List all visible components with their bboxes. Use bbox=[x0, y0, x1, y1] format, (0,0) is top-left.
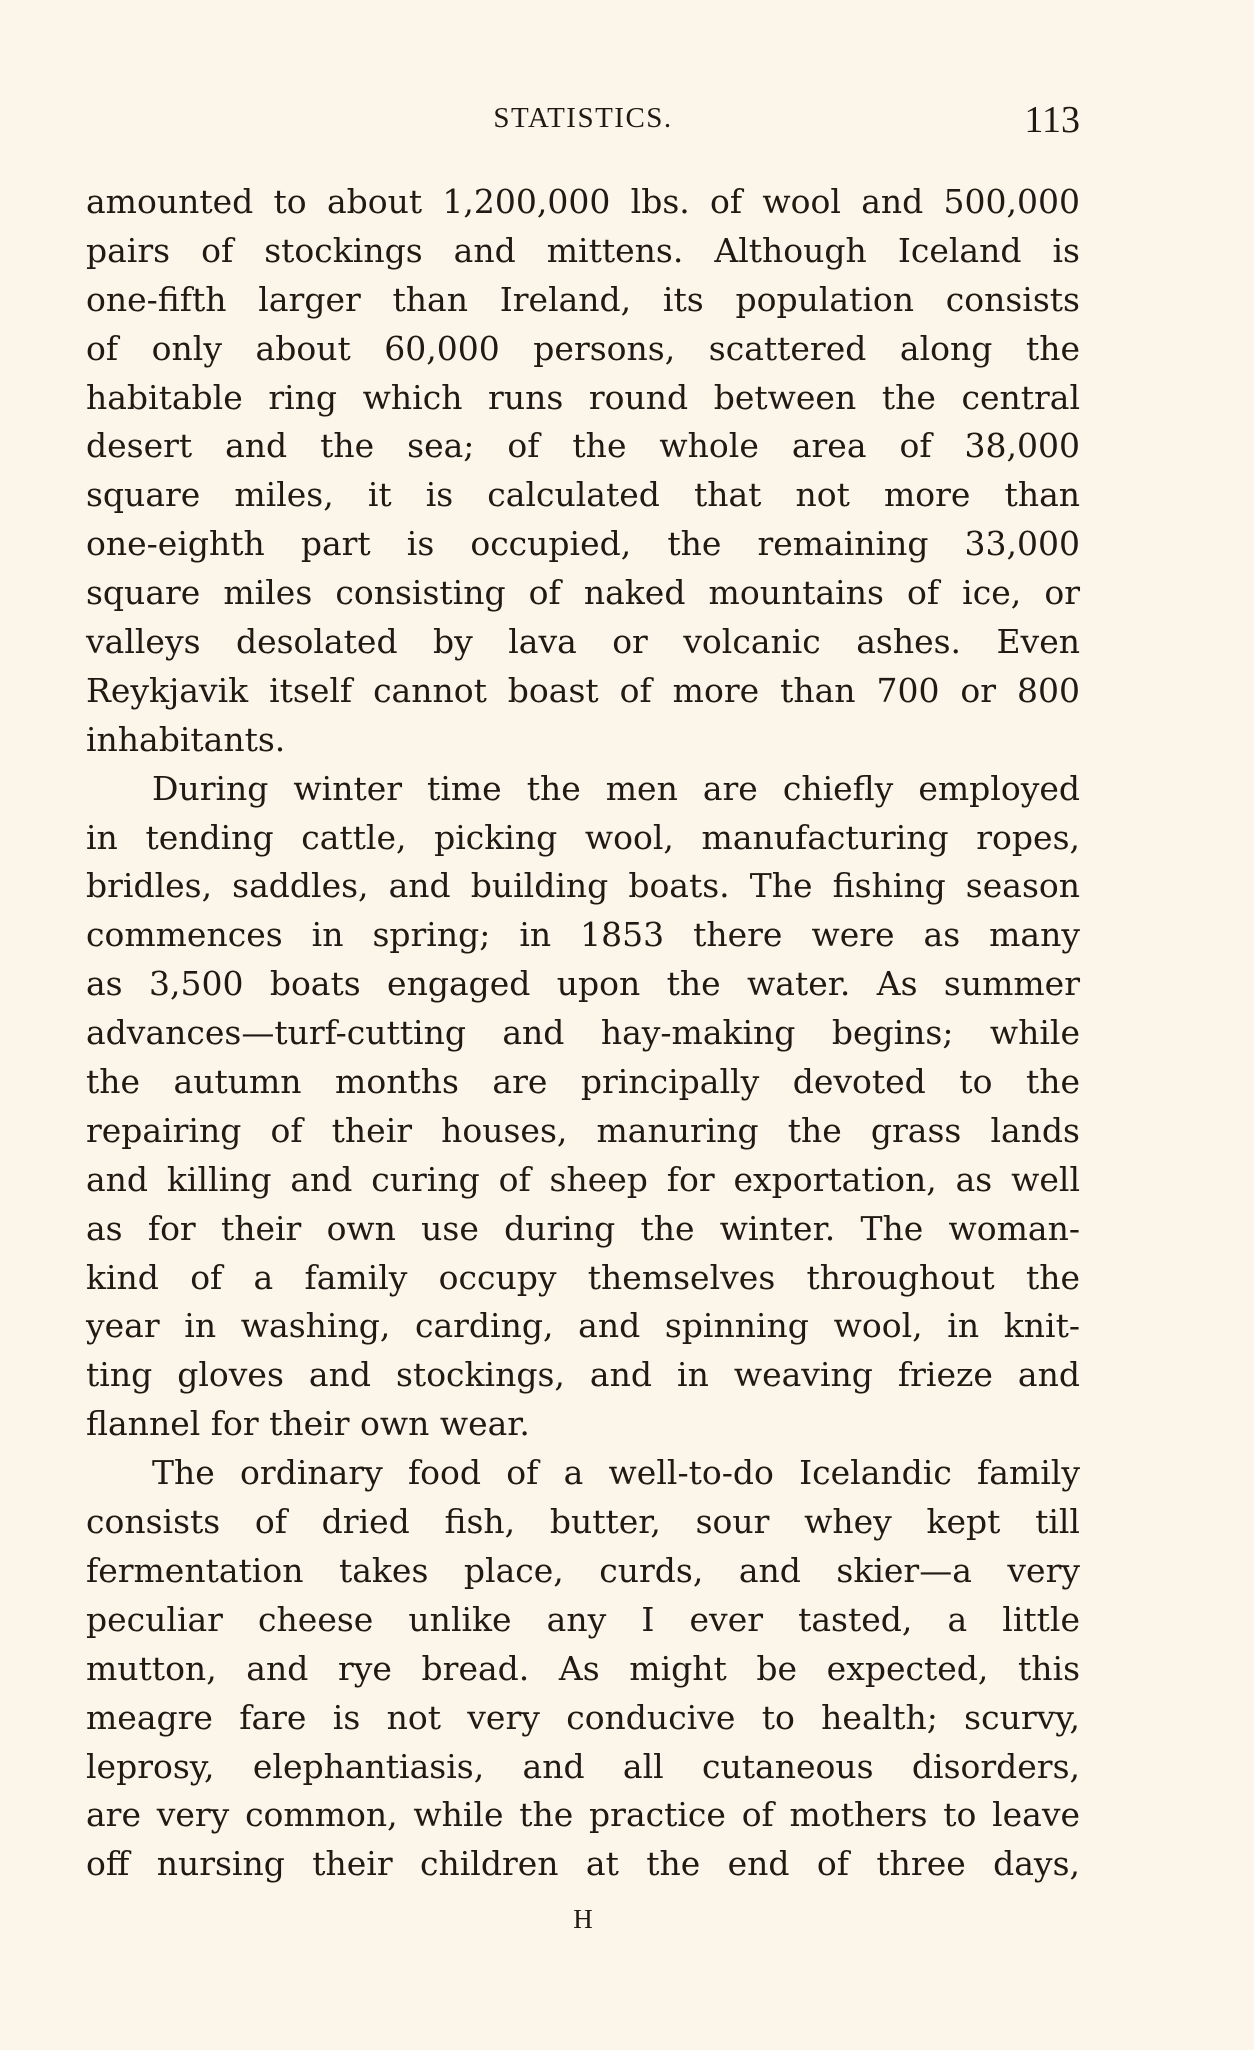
text-line: The ordinary food of a well-to-do Icelandic family bbox=[152, 1453, 1080, 1493]
text-line: as 3,500 boats engaged upon the water. As summer bbox=[86, 964, 1080, 1004]
text-line: desert and the sea; of the whole area of 38,000 bbox=[86, 426, 1080, 466]
text-line: leprosy, elephantiasis, and all cutaneous disorders, bbox=[86, 1746, 1080, 1786]
running-title: STATISTICS. bbox=[493, 102, 673, 134]
text-line: bridles, saddles, and building boats. The fishing season bbox=[86, 866, 1080, 906]
text-line: one-fifth larger than Ireland, its population consists bbox=[86, 279, 1080, 319]
body-text bbox=[86, 178, 1080, 1889]
text-line: fermentation takes place, curds, and skier—a very bbox=[86, 1550, 1080, 1590]
text-line: one-eighth part is occupied, the remaining 33,000 bbox=[86, 524, 1080, 564]
text-line: meagre fare is not very conducive to health; scurvy, bbox=[86, 1697, 1080, 1737]
text-line: inhabitants. bbox=[86, 719, 286, 759]
text-line: year in washing, carding, and spinning wool, in knit- bbox=[86, 1306, 1080, 1346]
text-line: square miles, it is calculated that not more than bbox=[86, 475, 1080, 515]
text-line: Reykjavik itself cannot boast of more than 700 or 800 bbox=[86, 670, 1080, 710]
text-line: as for their own use during the winter. The woman- bbox=[86, 1208, 1080, 1248]
text-line: kind of a family occupy themselves throughout the bbox=[86, 1257, 1080, 1297]
text-line: and killing and curing of sheep for exportation, as well bbox=[86, 1159, 1080, 1199]
signature-mark: H bbox=[573, 1904, 593, 1934]
text-line: off nursing their children at the end of three days, bbox=[86, 1844, 1080, 1884]
text-line: are very common, while the practice of mothers to leave bbox=[86, 1795, 1080, 1835]
running-head bbox=[86, 98, 1080, 142]
text-line: square miles consisting of naked mountains of ice, or bbox=[86, 573, 1080, 613]
page-number: 113 bbox=[1024, 99, 1080, 141]
text-line: mutton, and rye bread. As might be expected, this bbox=[86, 1648, 1080, 1688]
text-line: habitable ring which runs round between the central bbox=[86, 377, 1080, 417]
text-line: peculiar cheese unlike any I ever tasted, a little bbox=[86, 1599, 1080, 1639]
text-line: the autumn months are principally devoted to the bbox=[86, 1062, 1080, 1102]
text-line: valleys desolated by lava or volcanic ashes. Even bbox=[86, 622, 1080, 662]
text-line: commences in spring; in 1853 there were as many bbox=[86, 915, 1080, 955]
text-line: pairs of stockings and mittens. Although Iceland is bbox=[86, 230, 1080, 270]
text-line: advances—turf-cutting and hay-making begins; while bbox=[86, 1013, 1080, 1053]
text-line: consists of dried fish, butter, sour whey kept till bbox=[86, 1502, 1080, 1542]
text-line: repairing of their houses, manuring the grass lands bbox=[86, 1110, 1080, 1150]
text-line: of only about 60,000 persons, scattered along the bbox=[86, 328, 1080, 368]
text-line: During winter time the men are chiefly employed bbox=[152, 768, 1080, 808]
text-line: flannel for their own wear. bbox=[86, 1404, 530, 1444]
text-line: in tending cattle, picking wool, manufacturing ropes, bbox=[86, 817, 1080, 857]
text-line: amounted to about 1,200,000 lbs. of wool and 500,000 bbox=[86, 182, 1080, 221]
text-line: ting gloves and stockings, and in weaving frieze and bbox=[86, 1355, 1080, 1395]
